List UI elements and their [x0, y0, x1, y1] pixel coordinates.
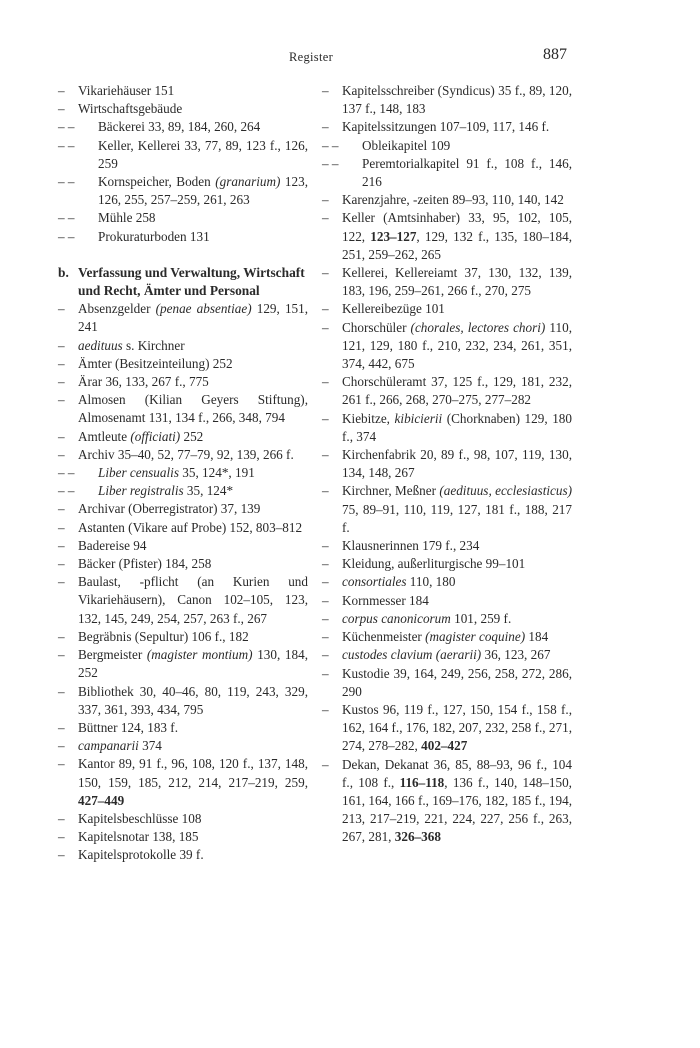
entry-latin-term: corpus canonicorum [342, 610, 451, 626]
index-entry [322, 573, 572, 591]
index-entry [322, 665, 572, 701]
entry-text: Archivar (Oberregistrator) 37, 139 [78, 501, 261, 517]
entry-text: , 129, 132 f., 135, 180–184, 251, 259–262, 265 [342, 228, 572, 262]
entry-dash: – – [322, 137, 339, 153]
index-entry [322, 410, 572, 446]
index-entry [58, 428, 308, 446]
entry-text: Kleidung, außerliturgische 99–101 [342, 556, 526, 572]
index-subentry [58, 173, 308, 209]
entry-dash: – [322, 538, 329, 554]
section-heading [58, 264, 308, 300]
entry-text: Badereise 94 [78, 537, 147, 553]
index-entry [322, 646, 572, 664]
index-subentry [322, 137, 572, 155]
index-entry [322, 319, 572, 374]
entry-dash: – [58, 355, 65, 371]
entry-dash: – [58, 647, 65, 663]
entry-latin-term: aedituus [78, 337, 123, 353]
index-entry [322, 592, 572, 610]
entry-text: Prokuraturboden 131 [98, 228, 210, 244]
entry-text: 129, 151, 241 [78, 301, 309, 335]
entry-dash: – [58, 829, 65, 845]
index-entry [322, 701, 572, 756]
entry-main-pages: 326–368 [394, 829, 441, 845]
entry-text: 110, 180 [406, 574, 456, 590]
index-entry [58, 500, 308, 518]
index-subentry [58, 118, 308, 136]
entry-text: 123, 126, 255, 257–259, 261, 263 [98, 174, 308, 208]
entry-text: Karenzjahre, -zeiten 89–93, 110, 140, 142 [342, 192, 564, 208]
entry-dash: – [58, 537, 65, 553]
entry-text: Kapitelsbeschlüsse 108 [78, 810, 202, 826]
entry-dash: – [58, 374, 65, 390]
entry-text: 101, 259 f. [450, 610, 512, 626]
entry-text: Almosen (Kilian Geyers Stiftung), Almosenamt 131, 134 f., 266, 348, 794 [78, 392, 308, 426]
index-entry [58, 573, 308, 628]
entry-dash: – [58, 756, 65, 772]
entry-dash: – [322, 265, 329, 281]
entry-text: 184 [525, 629, 549, 645]
entry-text: Kellereibezüge 101 [342, 301, 445, 317]
entry-text: Kustodie 39, 164, 249, 256, 258, 272, 286, 290 [342, 665, 572, 699]
entry-text: 110, 121, 129, 180 f., 210, 232, 234, 261, 351, 374, 442, 675 [342, 319, 572, 372]
entry-text: Absenzgelder [78, 301, 156, 317]
entry-dash: – – [58, 228, 75, 244]
entry-latin-term: consortiales [342, 574, 407, 590]
entry-text: 130, 184, 252 [78, 647, 308, 681]
entry-text: Kapitelsnotar 138, 185 [78, 829, 199, 845]
entry-text: Keller (Amtsinhaber) 33, 95, 102, 105, 122, [342, 210, 572, 244]
entry-dash: – [58, 738, 65, 754]
entry-dash: – [58, 810, 65, 826]
index-entry [58, 373, 308, 391]
entry-dash: – [322, 701, 329, 717]
entry-dash: – [322, 610, 329, 626]
entry-dash: – [322, 210, 329, 226]
entry-text: s. Kirchner [122, 337, 185, 353]
section-label: b. [58, 264, 69, 280]
index-entry [58, 719, 308, 737]
entry-latin-term: (penae absentiae) [155, 301, 252, 317]
entry-main-pages: 402–427 [421, 738, 468, 754]
index-entry [322, 373, 572, 409]
entry-text: Vikariehäuser 151 [78, 83, 175, 98]
index-subentry [322, 155, 572, 191]
entry-text: Mühle 258 [98, 210, 156, 226]
entry-text: Kapitelsprotokolle 39 f. [78, 847, 204, 863]
entry-text: Küchenmeister [342, 629, 426, 645]
entry-dash: – [58, 628, 65, 644]
entry-latin-term: (granarium) [215, 174, 281, 190]
index-entry [58, 82, 308, 100]
entry-text: Kustos 96, 119 f., 127, 150, 154 f., 158 f., 162, 164 f., 176, 182, 207, 232, 258 f., 271, 274, 278–282, [342, 701, 572, 754]
entry-text: Baulast, -pflicht (an Kurien und Vikariehäusern), Canon 102–105, 123, 132, 145, 249, 254, 257, 263 f., 267 [78, 574, 308, 626]
index-entry [58, 446, 308, 464]
entry-dash: – [58, 101, 65, 117]
entry-text: Kantor 89, 91 f., 96, 108, 120 f., 137, 148, 150, 159, 185, 212, 214, 217–219, 259, [78, 756, 308, 790]
index-entry [322, 82, 572, 118]
entry-text: Astanten (Vikare auf Probe) 152, 803–812 [78, 519, 303, 535]
entry-latin-term: (officiati) [130, 428, 181, 444]
entry-text: 35, 124*, 191 [178, 465, 255, 481]
entry-latin-term: campanarii [78, 738, 139, 754]
entry-dash: – [58, 501, 65, 517]
entry-text: Kiebitze, [342, 410, 395, 426]
entry-dash: – [322, 592, 329, 608]
entry-dash: – [58, 556, 65, 572]
index-entry [58, 737, 308, 755]
index-column-right [322, 82, 572, 847]
entry-text: 374 [138, 738, 162, 754]
index-entry [58, 537, 308, 555]
entry-dash: – [322, 629, 329, 645]
entry-dash: – – [58, 465, 75, 481]
index-entry [322, 264, 572, 300]
index-column-left [58, 82, 308, 865]
entry-text: Chorschüleramt 37, 125 f., 129, 181, 232, 261 f., 266, 268, 270–275, 277–282 [342, 374, 572, 408]
entry-dash: – [322, 647, 329, 663]
entry-dash: – [58, 301, 65, 317]
index-subentry [58, 482, 308, 500]
entry-text: 35, 124* [183, 483, 234, 499]
index-subentry [58, 137, 308, 173]
entry-text: Kellerei, Kellereiamt 37, 130, 132, 139, 183, 196, 259–261, 266 f., 270, 275 [342, 265, 572, 299]
entry-dash: – [322, 374, 329, 390]
entry-text: (Chorknaben) 129, 180 f., 374 [342, 410, 572, 444]
entry-dash: – [322, 410, 329, 426]
entry-dash: – [58, 83, 65, 98]
index-entry [322, 191, 572, 209]
index-entry [322, 610, 572, 628]
index-entry [322, 446, 572, 482]
entry-dash: – [322, 319, 329, 335]
index-entry [58, 391, 308, 427]
entry-text: Obleikapitel 109 [362, 137, 451, 153]
entry-dash: – [58, 446, 65, 462]
entry-dash: – [322, 574, 329, 590]
index-entry [58, 300, 308, 336]
entry-latin-term: Liber censualis [98, 465, 179, 481]
entry-text: 252 [180, 428, 204, 444]
entry-text: Kapitelsschreiber (Syndicus) 35 f., 89, 120, 137 f., 148, 183 [342, 83, 572, 117]
page-number: 887 [543, 46, 567, 63]
entry-text: Kornspeicher, Boden [98, 174, 216, 190]
index-entry [322, 482, 572, 537]
entry-dash: – – [58, 174, 75, 190]
entry-latin-term: (magister coquine) [425, 629, 526, 645]
entry-text: Bergmeister [78, 647, 147, 663]
page-header [0, 46, 700, 70]
index-entry [58, 683, 308, 719]
entry-text: Kirchenfabrik 20, 89 f., 98, 107, 119, 130, 134, 148, 267 [342, 447, 572, 481]
entry-text: 36, 123, 267 [481, 647, 551, 663]
entry-dash: – – [58, 119, 75, 135]
index-entry [58, 646, 308, 682]
entry-dash: – [322, 83, 329, 98]
entry-dash: – [58, 847, 65, 863]
entry-text: Kornmesser 184 [342, 592, 429, 608]
entry-text: Kirchner, Meßner [342, 483, 440, 499]
entry-latin-term: (magister montium) [146, 647, 253, 663]
index-entry [58, 828, 308, 846]
index-entry [58, 100, 308, 118]
index-entry [58, 355, 308, 373]
entry-text: Ärar 36, 133, 267 f., 775 [78, 374, 209, 390]
entry-dash: – [58, 519, 65, 535]
entry-dash: – – [58, 210, 75, 226]
entry-latin-term: Liber registralis [98, 483, 184, 499]
entry-text: Büttner 124, 183 f. [78, 719, 178, 735]
entry-main-pages: 116–118 [399, 774, 445, 790]
index-entry [58, 810, 308, 828]
entry-text: Verfassung und Verwaltung, Wirtschaft und Recht, Ämter und Personal [78, 264, 305, 299]
index-subentry [58, 228, 308, 246]
entry-text: Bäckerei 33, 89, 184, 260, 264 [98, 119, 261, 135]
index-entry [322, 209, 572, 264]
entry-latin-term: custodes clavium (aerarii) [342, 647, 482, 663]
index-entry [322, 300, 572, 318]
entry-text: Wirtschaftsgebäude [78, 101, 183, 117]
entry-latin-term: (chorales, lectores chori) [410, 319, 546, 335]
entry-text: Amtleute [78, 428, 131, 444]
entry-dash: – [322, 556, 329, 572]
index-entry [58, 519, 308, 537]
entry-dash: – [322, 483, 329, 499]
entry-text: Peremtorialkapitel 91 f., 108 f., 146, 216 [362, 155, 572, 190]
entry-main-pages: 427–449 [78, 792, 125, 808]
index-entry [58, 846, 308, 864]
entry-dash: – [322, 301, 329, 317]
entry-text: Chorschüler [342, 319, 411, 335]
entry-latin-term: (aedituus, ecclesiasticus) [439, 483, 572, 499]
entry-latin-term: kibicierii [394, 410, 443, 426]
entry-dash: – – [58, 137, 75, 153]
entry-text: Keller, Kellerei 33, 77, 89, 123 f., 126, 259 [98, 137, 308, 171]
index-entry [322, 537, 572, 555]
entry-text: 75, 89–91, 110, 119, 127, 181 f., 188, 217 f. [342, 501, 572, 535]
entry-dash: – [322, 756, 329, 772]
entry-text: Ämter (Besitzeinteilung) 252 [78, 355, 233, 371]
entry-dash: – [58, 574, 65, 590]
index-entry [322, 756, 572, 847]
entry-dash: – [322, 447, 329, 463]
entry-dash: – [58, 392, 65, 408]
entry-dash: – [322, 119, 329, 135]
index-entry [58, 755, 308, 810]
index-entry [322, 118, 572, 136]
entry-dash: – – [322, 155, 339, 171]
entry-dash: – [58, 428, 65, 444]
running-head: Register [289, 50, 334, 64]
index-entry [58, 628, 308, 646]
index-entry [58, 337, 308, 355]
entry-dash: – [58, 683, 65, 699]
entry-dash: – – [58, 483, 75, 499]
entry-main-pages: 123–127 [370, 228, 417, 244]
entry-text: Klausnerinnen 179 f., 234 [342, 538, 480, 554]
entry-text: Bäcker (Pfister) 184, 258 [78, 556, 212, 572]
entry-dash: – [58, 337, 65, 353]
index-entry [322, 628, 572, 646]
index-subentry [58, 464, 308, 482]
entry-text: Dekan, Dekanat 36, 85, 88–93, 96 f., 104 f., 108 f., [342, 756, 572, 790]
entry-text: Begräbnis (Sepultur) 106 f., 182 [78, 628, 249, 644]
index-entry [322, 555, 572, 573]
entry-dash: – [58, 719, 65, 735]
entry-text: , 136 f., 140, 148–150, 161, 164, 166 f., 169–176, 182, 185 f., 194, 213, 217–219, 221, 224, 227, 256 f., 263, 267, 281, [342, 774, 572, 845]
entry-text: Kapitelssitzungen 107–109, 117, 146 f. [342, 119, 550, 135]
entry-text: Bibliothek 30, 40–46, 80, 119, 243, 329, 337, 361, 393, 434, 795 [78, 683, 308, 717]
entry-text: Archiv 35–40, 52, 77–79, 92, 139, 266 f. [78, 446, 294, 462]
index-subentry [58, 209, 308, 227]
entry-dash: – [322, 665, 329, 681]
index-entry [58, 555, 308, 573]
entry-dash: – [322, 192, 329, 208]
